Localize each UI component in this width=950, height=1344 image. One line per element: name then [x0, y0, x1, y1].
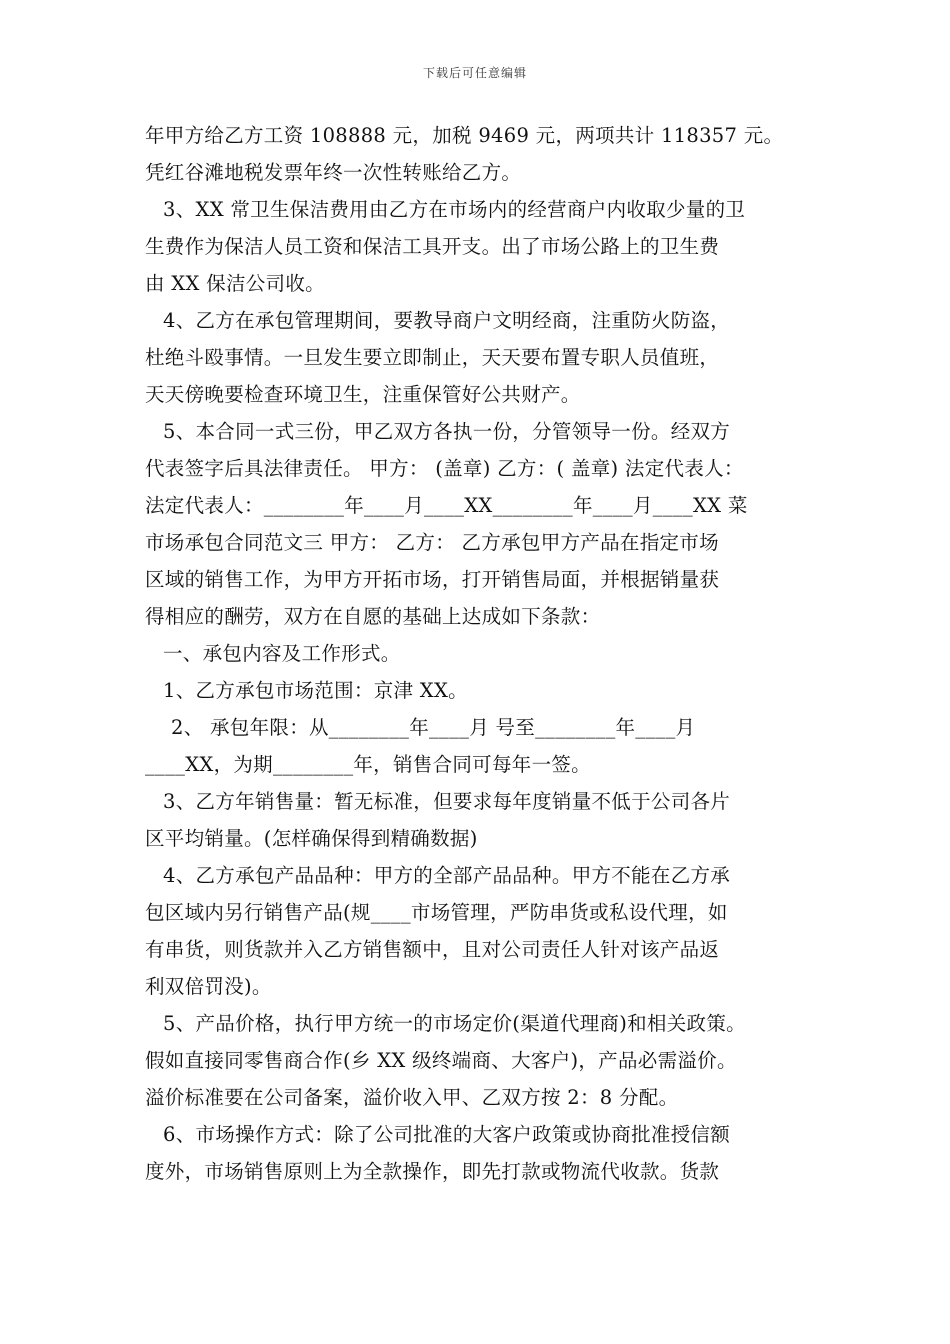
text-line: 3、乙方年销售量：暂无标准，但要求每年度销量不低于公司各片: [163, 790, 731, 813]
text-line: 3、XX 常卫生保洁费用由乙方在市场内的经营商户内收取少量的卫: [163, 198, 746, 221]
text-line: 生费作为保洁人员工资和保洁工具开支。出了市场公路上的卫生费: [145, 235, 720, 258]
text-line: 2、 承包年限：从________年____月 号至________年____月: [171, 716, 696, 739]
text-line: 杜绝斗殴事情。一旦发生要立即制止，天天要布置专职人员值班，: [145, 346, 720, 369]
text-line: 得相应的酬劳，双方在自愿的基础上达成如下条款：: [145, 605, 601, 628]
text-line: 包区域内另行销售产品(规____市场管理，严防串货或私设代理，如: [145, 901, 728, 924]
text-line: 有串货，则货款并入乙方销售额中，且对公司责任人针对该产品返: [145, 938, 720, 961]
document-body: [145, 117, 809, 1190]
text-line: 天天傍晚要检查环境卫生，注重保管好公共财产。: [145, 383, 581, 406]
text-line: 市场承包合同范文三 甲方： 乙方： 乙方承包甲方产品在指定市场: [145, 531, 719, 554]
text-line: 溢价标准要在公司备案，溢价收入甲、乙双方按 2：8 分配。: [145, 1086, 679, 1109]
text-line: 6、市场操作方式：除了公司批准的大客户政策或协商批准授信额: [163, 1123, 731, 1146]
text-line: ____XX，为期________年，销售合同可每年一签。: [145, 753, 591, 776]
text-line: 代表签字后具法律责任。 甲方： (盖章) 乙方：( 盖章) 法定代表人：: [145, 457, 744, 480]
text-line: 利双倍罚没)。: [145, 975, 272, 998]
text-line: 区域的销售工作，为甲方开拓市场，打开销售局面，并根据销量获: [145, 568, 720, 591]
header-note: 下载后可任意编辑: [422, 66, 527, 80]
text-line: 法定代表人：________年____月____XX________年____月____XX 菜: [145, 494, 748, 517]
text-line: 区平均销量。(怎样确保得到精确数据): [145, 827, 478, 850]
text-line: 由 XX 保洁公司收。: [145, 272, 325, 295]
section-heading: 一、承包内容及工作形式。: [163, 642, 401, 665]
text-line: 1、乙方承包市场范围：京津 XX。: [163, 679, 468, 702]
text-line: 4、乙方在承包管理期间，要教导商户文明经商，注重防火防盗，: [163, 309, 731, 332]
text-line: 假如直接同零售商合作(乡 XX 级终端商、大客户)，产品必需溢价。: [145, 1049, 737, 1072]
text-line: 度外，市场销售原则上为全款操作，即先打款或物流代收款。货款: [145, 1160, 720, 1183]
text-line: 凭红谷滩地税发票年终一次性转账给乙方。: [145, 161, 522, 184]
text-line: 年甲方给乙方工资 108888 元，加税 9469 元，两项共计 118357 元。: [145, 124, 784, 147]
text-line: 4、乙方承包产品品种：甲方的全部产品品种。甲方不能在乙方承: [163, 864, 731, 887]
text-line: 5、本合同一式三份，甲乙双方各执一份，分管领导一份。经双方: [163, 420, 731, 443]
text-line: 5、产品价格，执行甲方统一的市场定价(渠道代理商)和相关政策。: [163, 1012, 746, 1035]
